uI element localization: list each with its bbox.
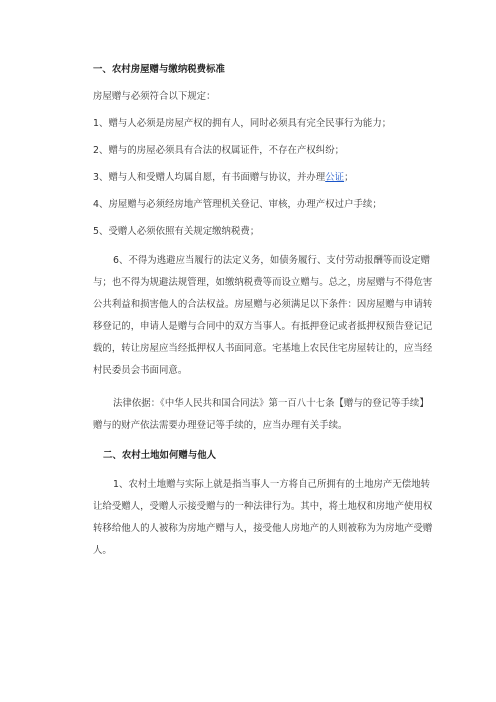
section-2-body: 1、农村土地赠与实际上就是指当事人一方将自己所拥有的土地房产无偿地转让给受赠人，受赠人示接受赠与的一种法律行为。其中，将土地权和房地产使用权转移给他人的人被称为房地产赠与人，接受他人房地产的人则被称为为房地产受赠人。 [93, 479, 433, 556]
rule-item-3-end: ； [344, 172, 354, 183]
rule-item-3 [93, 170, 438, 185]
section-1-heading: 一、农村房屋赠与缴纳税费标准 [93, 64, 225, 75]
notarization-link[interactable]: 公证 [325, 172, 345, 183]
rule-item-4: 4、房屋赠与必须经房地产管理机关登记、审核，办理产权过户手续； [93, 199, 382, 210]
rule-item-2: 2、赠与的房屋必须具有合法的权属证件，不存在产权纠纷； [93, 145, 345, 156]
rule-item-1: 1、赠与人必须是房屋产权的拥有人，同时必须具有完全民事行为能力； [93, 118, 392, 129]
rule-item-3-text: 3、赠与人和受赠人均属自愿，有书面赠与协议，并办理 [93, 172, 326, 183]
document-content [93, 62, 438, 562]
section-2-heading: 二、农村土地如何赠与他人 [103, 450, 217, 461]
rule-item-6: 6、不得为逃避应当履行的法定义务，如债务履行、支付劳动报酬等而设定赠与；也不得为规避法规管理，如缴纳税费等而设立赠与。总之，房屋赠与不得危害公共利益和损害他人的合法权益。房屋赠与必须满足以下条件：因房屋赠与申请转移登记的，申请人是赠与合同中的双方当事人。有抵押登记或者抵押权预告登记记载的，转让房屋应当经抵押权人书面同意。宅基地上农民住宅房屋转让的，应当经村民委员会书面同意。 [93, 255, 433, 376]
section-1-intro: 房屋赠与必须符合以下规定： [93, 91, 216, 102]
rule-item-5: 5、受赠人必须依照有关规定缴纳税费； [93, 226, 260, 237]
legal-basis: 法律依据：《中华人民共和国合同法》第一百八十七条【赠与的登记等手续】赠与的财产依法需要办理登记等手续的，应当办理有关手续。 [93, 398, 429, 431]
